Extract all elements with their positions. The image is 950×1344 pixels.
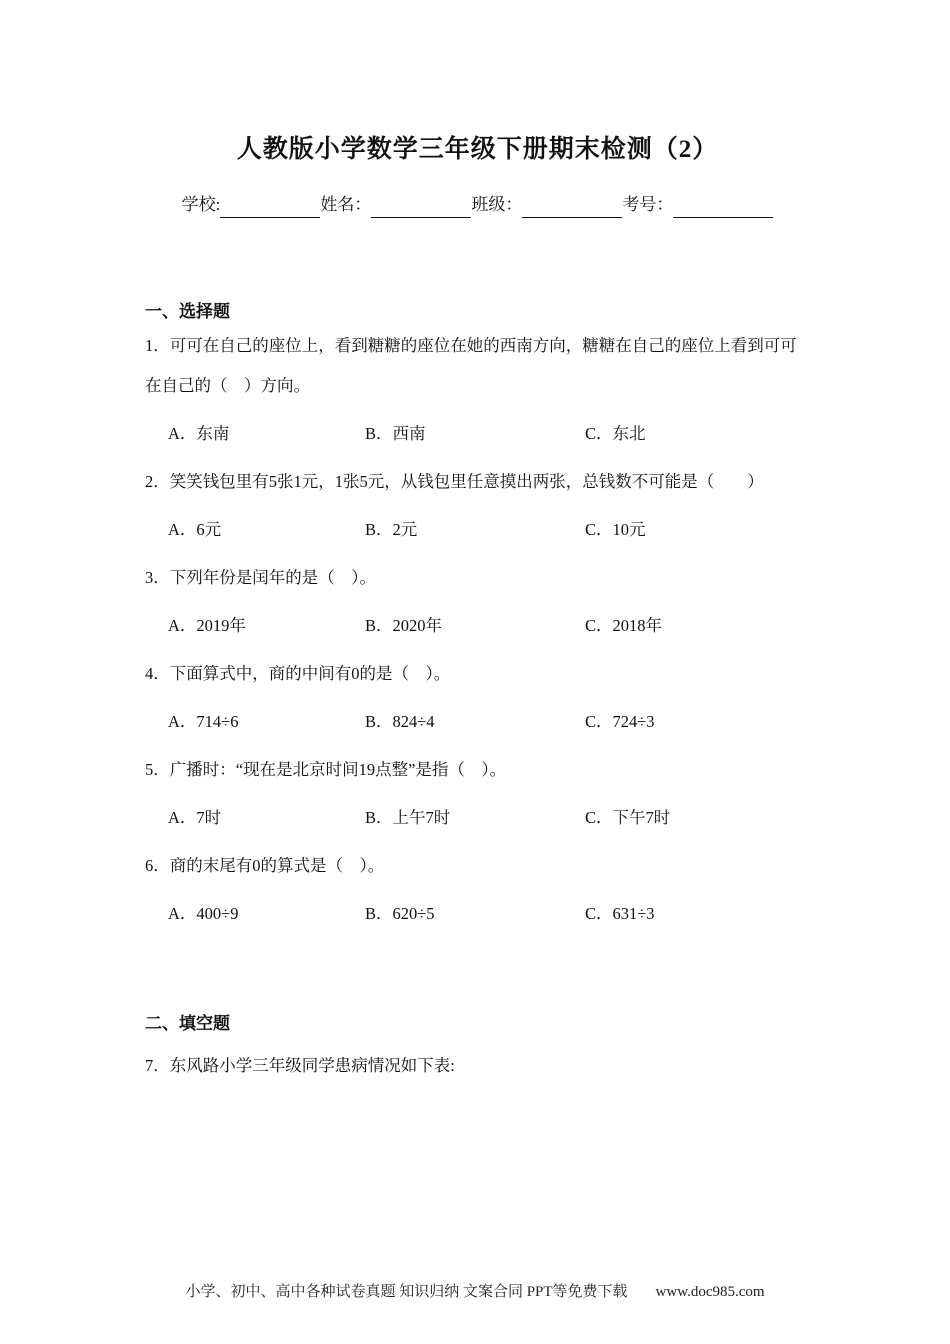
footer-site-url: www.doc985.com xyxy=(655,1284,765,1300)
school-blank xyxy=(220,196,320,218)
question-6-option-b: B．620÷5 xyxy=(365,904,435,923)
question-6-options xyxy=(145,894,810,934)
school-label: 学校: xyxy=(181,195,221,214)
question-2 xyxy=(145,462,810,550)
page-title: 人教版小学数学三年级下册期末检测（2） xyxy=(236,136,719,163)
question-3-option-a: A．2019年 xyxy=(168,616,246,635)
question-5-option-a: A．7时 xyxy=(168,808,222,827)
class-label: 班级： xyxy=(471,195,523,214)
name-field xyxy=(320,192,471,218)
question-3-option-c: C．2018年 xyxy=(585,616,663,635)
question-1-option-b: B．西南 xyxy=(365,424,426,443)
question-4-option-c: C．724÷3 xyxy=(585,712,655,731)
footer-promo-text: 小学、初中、高中各种试卷真题 知识归纳 文案合同 PPT等免费下载 xyxy=(185,1284,628,1300)
question-3-options xyxy=(145,606,810,646)
class-field xyxy=(471,192,622,218)
class-blank xyxy=(522,196,622,218)
exam-number-blank xyxy=(673,196,773,218)
question-2-text: 2．笑笑钱包里有5张1元，1张5元，从钱包里任意摸出两张，总钱数不可能是（ ） xyxy=(145,472,764,491)
name-blank xyxy=(371,196,471,218)
question-4 xyxy=(145,654,810,742)
question-3 xyxy=(145,558,810,646)
exam-number-label: 考号： xyxy=(622,195,674,214)
student-info-line xyxy=(145,192,810,218)
name-label: 姓名： xyxy=(320,195,372,214)
page-footer xyxy=(0,1281,950,1303)
school-field xyxy=(182,192,321,218)
question-5-options xyxy=(145,798,810,838)
question-2-option-a: A．6元 xyxy=(168,520,222,539)
section-heading-fill-blank: 二、填空题 xyxy=(145,1014,230,1033)
exam-number-field xyxy=(622,192,773,218)
question-2-option-b: B．2元 xyxy=(365,520,418,539)
question-1-option-c: C．东北 xyxy=(585,424,646,443)
question-1-options xyxy=(145,414,810,454)
question-2-options xyxy=(145,510,810,550)
question-6-option-a: A．400÷9 xyxy=(168,904,239,923)
question-5-text: 5．广播时：“现在是北京时间19点整”是指（ ）。 xyxy=(145,760,507,779)
question-6-text: 6．商的末尾有0的算式是（ ）。 xyxy=(145,856,385,875)
question-2-option-c: C．10元 xyxy=(585,520,646,539)
question-7 xyxy=(145,1046,810,1086)
section-heading-choice: 一、选择题 xyxy=(145,302,230,321)
question-6 xyxy=(145,846,810,934)
question-3-option-b: B．2020年 xyxy=(365,616,443,635)
question-6-option-c: C．631÷3 xyxy=(585,904,655,923)
question-4-option-b: B．824÷4 xyxy=(365,712,435,731)
question-1 xyxy=(145,326,810,454)
question-5 xyxy=(145,750,810,838)
question-5-option-c: C．下午7时 xyxy=(585,808,671,827)
question-1-text: 1．可可在自己的座位上，看到糖糖的座位在她的西南方向，糖糖在自己的座位上看到可可在自己的（ ）方向。 xyxy=(145,336,797,395)
question-3-text: 3．下列年份是闰年的是（ ）。 xyxy=(145,568,376,587)
question-1-option-a: A．东南 xyxy=(168,424,230,443)
question-7-text: 7．东风路小学三年级同学患病情况如下表: xyxy=(145,1056,455,1075)
question-4-options xyxy=(145,702,810,742)
question-4-option-a: A．714÷6 xyxy=(168,712,239,731)
question-5-option-b: B．上午7时 xyxy=(365,808,451,827)
question-4-text: 4．下面算式中，商的中间有0的是（ ）。 xyxy=(145,664,451,683)
